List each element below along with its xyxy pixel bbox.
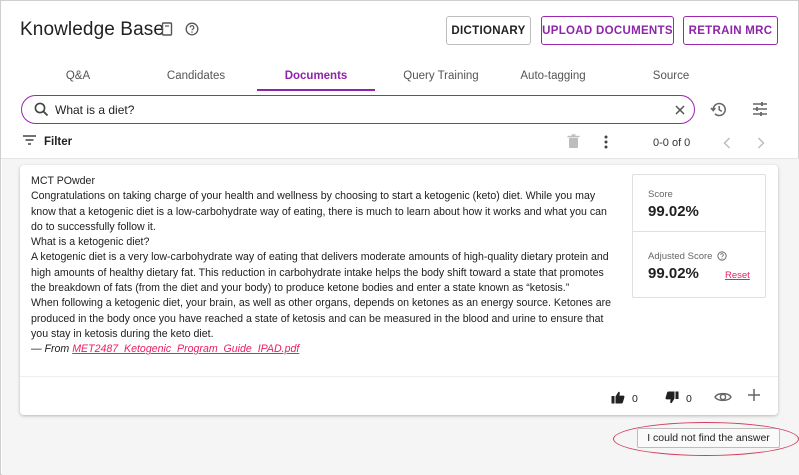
thumbs-down-count: 0: [686, 393, 692, 405]
history-icon[interactable]: [710, 101, 728, 123]
divider: [20, 376, 778, 377]
thumbs-up-button[interactable]: [611, 391, 638, 407]
help-icon[interactable]: [717, 251, 727, 264]
highlight-ellipse: [613, 422, 799, 456]
adjusted-score-label: [648, 251, 727, 264]
divider: [633, 231, 765, 232]
tab-query-training[interactable]: Query Training: [403, 70, 479, 82]
filter-button[interactable]: [23, 135, 72, 148]
tab-auto-tagging[interactable]: Auto-tagging: [520, 70, 586, 82]
tab-qa[interactable]: Q&A: [65, 70, 91, 82]
thumb-up-icon: [611, 391, 625, 407]
result-paragraph: Congratulations on taking charge of your health and wellness by choosing to start a ketogenic (keto) diet. While you may know that a ketogenic diet is a low-carbohydrate way of eating, there is much to learn about how it works and what you can do to successfully follow it.: [31, 190, 607, 233]
chevron-right-icon[interactable]: [757, 136, 765, 154]
result-paragraph: A ketogenic diet is a very low-carbohydrate way of eating that delivers moderate amounts of high-quality dietary protein and high amounts of healthy dietary fat. This reduction in carbohydrate intake helps the body shift toward a state that promotes the breakdown of fats (from the diet and your body) to produce ketone bodies and enter a state known as “ketosis.”: [31, 251, 609, 295]
search-bar: [21, 95, 695, 124]
source-prefix: — From: [31, 343, 73, 356]
more-vert-icon[interactable]: [604, 135, 608, 154]
delete-icon[interactable]: [567, 134, 580, 154]
search-icon: [34, 102, 49, 122]
result-paragraph: When following a ketogenic diet, your brain, as well as other organs, depends on ketones as an energy source. Ketones are produced in the body once you have reached a state of ketosis and can be measured in the blood and urine to ensure that you stay in ketosis during the keto diet.: [31, 297, 612, 340]
tab-source[interactable]: Source: [652, 70, 690, 82]
score-value: 99.02%: [648, 203, 699, 220]
tab-documents[interactable]: Documents: [257, 61, 375, 91]
upload-documents-button[interactable]: UPLOAD DOCUMENTS: [541, 16, 674, 45]
clear-icon[interactable]: [674, 103, 686, 121]
title-icons: [161, 22, 199, 36]
eye-icon[interactable]: [714, 390, 732, 409]
help-icon[interactable]: [185, 22, 199, 36]
adjusted-score-value: 99.02%: [648, 265, 699, 282]
score-panel: [632, 174, 766, 298]
search-input[interactable]: [55, 101, 645, 118]
result-source: [31, 342, 616, 357]
not-found-button[interactable]: I could not find the answer: [637, 428, 780, 448]
chevron-left-icon[interactable]: [723, 136, 731, 154]
filter-label: Filter: [44, 135, 73, 148]
bookmark-icon[interactable]: [161, 22, 173, 36]
filter-icon: [23, 135, 36, 148]
score-label: Score: [648, 189, 673, 200]
result-content: [31, 174, 616, 358]
header: [1, 1, 799, 61]
source-file-link[interactable]: MET2487_Ketogenic_Program_Guide_IPAD.pdf: [72, 343, 300, 356]
adjusted-score-text: Adjusted Score: [648, 251, 713, 262]
result-title: MCT POwder: [31, 175, 95, 187]
retrain-mrc-button[interactable]: RETRAIN MRC: [683, 16, 778, 45]
plus-icon[interactable]: [747, 388, 761, 407]
thumbs-up-count: 0: [632, 393, 638, 405]
pagination-info: 0-0 of 0: [653, 137, 691, 149]
thumb-down-icon: [665, 391, 679, 407]
reset-link[interactable]: Reset: [725, 270, 750, 281]
result-card: [20, 165, 778, 415]
dictionary-button[interactable]: DICTIONARY: [446, 16, 531, 45]
page-title: Knowledge Base: [20, 19, 165, 40]
result-paragraph: What is a ketogenic diet?: [31, 236, 150, 249]
tab-candidates[interactable]: Candidates: [166, 70, 226, 82]
tune-icon[interactable]: [752, 101, 768, 122]
tab-bar: [1, 61, 799, 91]
thumbs-down-button[interactable]: [665, 391, 692, 407]
